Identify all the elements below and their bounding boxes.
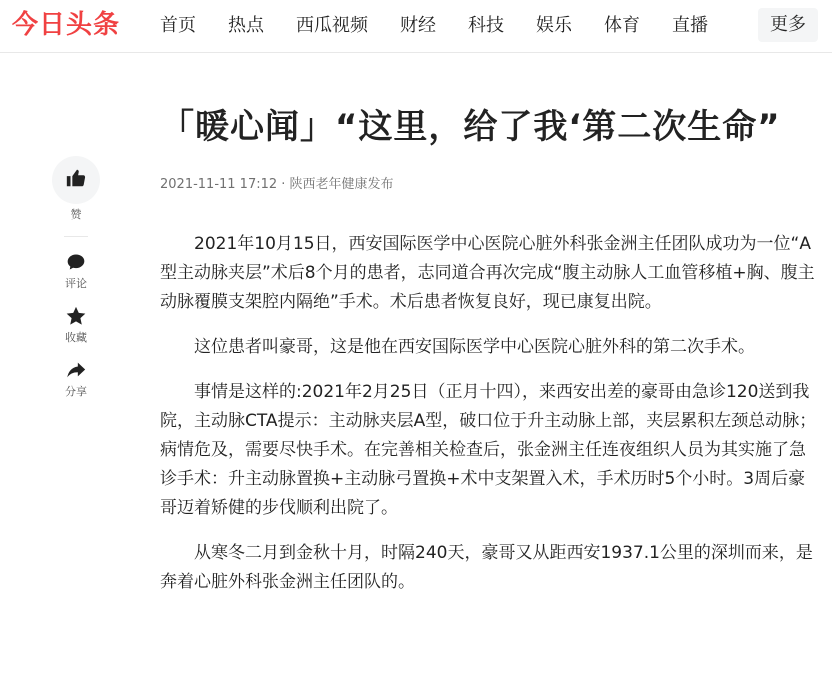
nav-item-entertainment[interactable]: 娱乐 xyxy=(536,15,572,36)
nav-item-finance[interactable]: 财经 xyxy=(400,15,436,36)
toutiao-logo[interactable]: 今日头条 xyxy=(12,10,121,40)
article xyxy=(160,100,820,597)
more-button[interactable]: 更多 xyxy=(758,8,818,42)
nav-item-hot[interactable]: 热点 xyxy=(228,15,264,36)
article-paragraph: 这位患者叫豪哥，这是他在西安国际医学中心医院心脏外科的第二次手术。 xyxy=(194,337,755,357)
article-paragraph: 2021年10月15日，西安国际医学中心医院心脏外科张金洲主任团队成功为一位“A型主动脉夹层”术后8个月的患者，志同道合再次完成“腹主动脉人工血管移植+胸、腹主动脉覆膜支架腔内隔绝”手术。术后患者恢复良好，现已康复出院。 xyxy=(160,234,815,312)
rail-divider xyxy=(64,236,88,237)
collect-label: 收藏 xyxy=(65,331,87,344)
article-paragraph: 从寒冬二月到金秋十月，时隔240天，豪哥又从距西安1937.1公里的深圳而来，是奔着心脏外科张金洲主任团队的。 xyxy=(160,543,813,592)
nav-item-home[interactable]: 首页 xyxy=(160,15,196,36)
like-circle xyxy=(52,156,100,204)
comment-icon xyxy=(65,251,87,273)
thumbs-up-icon xyxy=(65,167,87,193)
article-action-rail xyxy=(52,156,100,413)
collect-button[interactable] xyxy=(52,305,100,345)
share-label: 分享 xyxy=(65,385,87,398)
comment-label: 评论 xyxy=(65,277,87,290)
star-icon xyxy=(65,305,87,327)
comment-button[interactable] xyxy=(52,251,100,291)
top-navigation-bar xyxy=(0,0,832,53)
like-button[interactable] xyxy=(52,156,100,222)
nav-item-tech[interactable]: 科技 xyxy=(468,15,504,36)
nav-item-sports[interactable]: 体育 xyxy=(604,15,640,36)
article-paragraph: 事情是这样的:2021年2月25日（正月十四），来西安出差的豪哥由急诊120送到我院，主动脉CTA提示：主动脉夹层A型，破口位于升主动脉上部，夹层累积左颈总动脉；病情危及，需要尽快手术。在完善相关检查后，张金洲主任连夜组织人员为其实施了急诊手术：升主动脉置换+主动脉弓置换+术中支架置入术，手术历时5个小时。3周后豪哥迈着矫健的步伐顺利出院了。 xyxy=(160,382,817,518)
channel-nav xyxy=(160,0,740,52)
article-title: 「暖心闻」“这里，给了我‘第二次生命” xyxy=(160,107,781,147)
article-body xyxy=(160,230,820,597)
nav-item-live[interactable]: 直播 xyxy=(672,15,708,36)
nav-item-xigua-video[interactable]: 西瓜视频 xyxy=(296,15,368,36)
share-button[interactable] xyxy=(52,359,100,399)
article-meta: 2021-11-11 17:12 · 陕西老年健康发布 xyxy=(160,177,394,192)
like-label: 赞 xyxy=(70,208,82,221)
share-icon xyxy=(65,359,87,381)
